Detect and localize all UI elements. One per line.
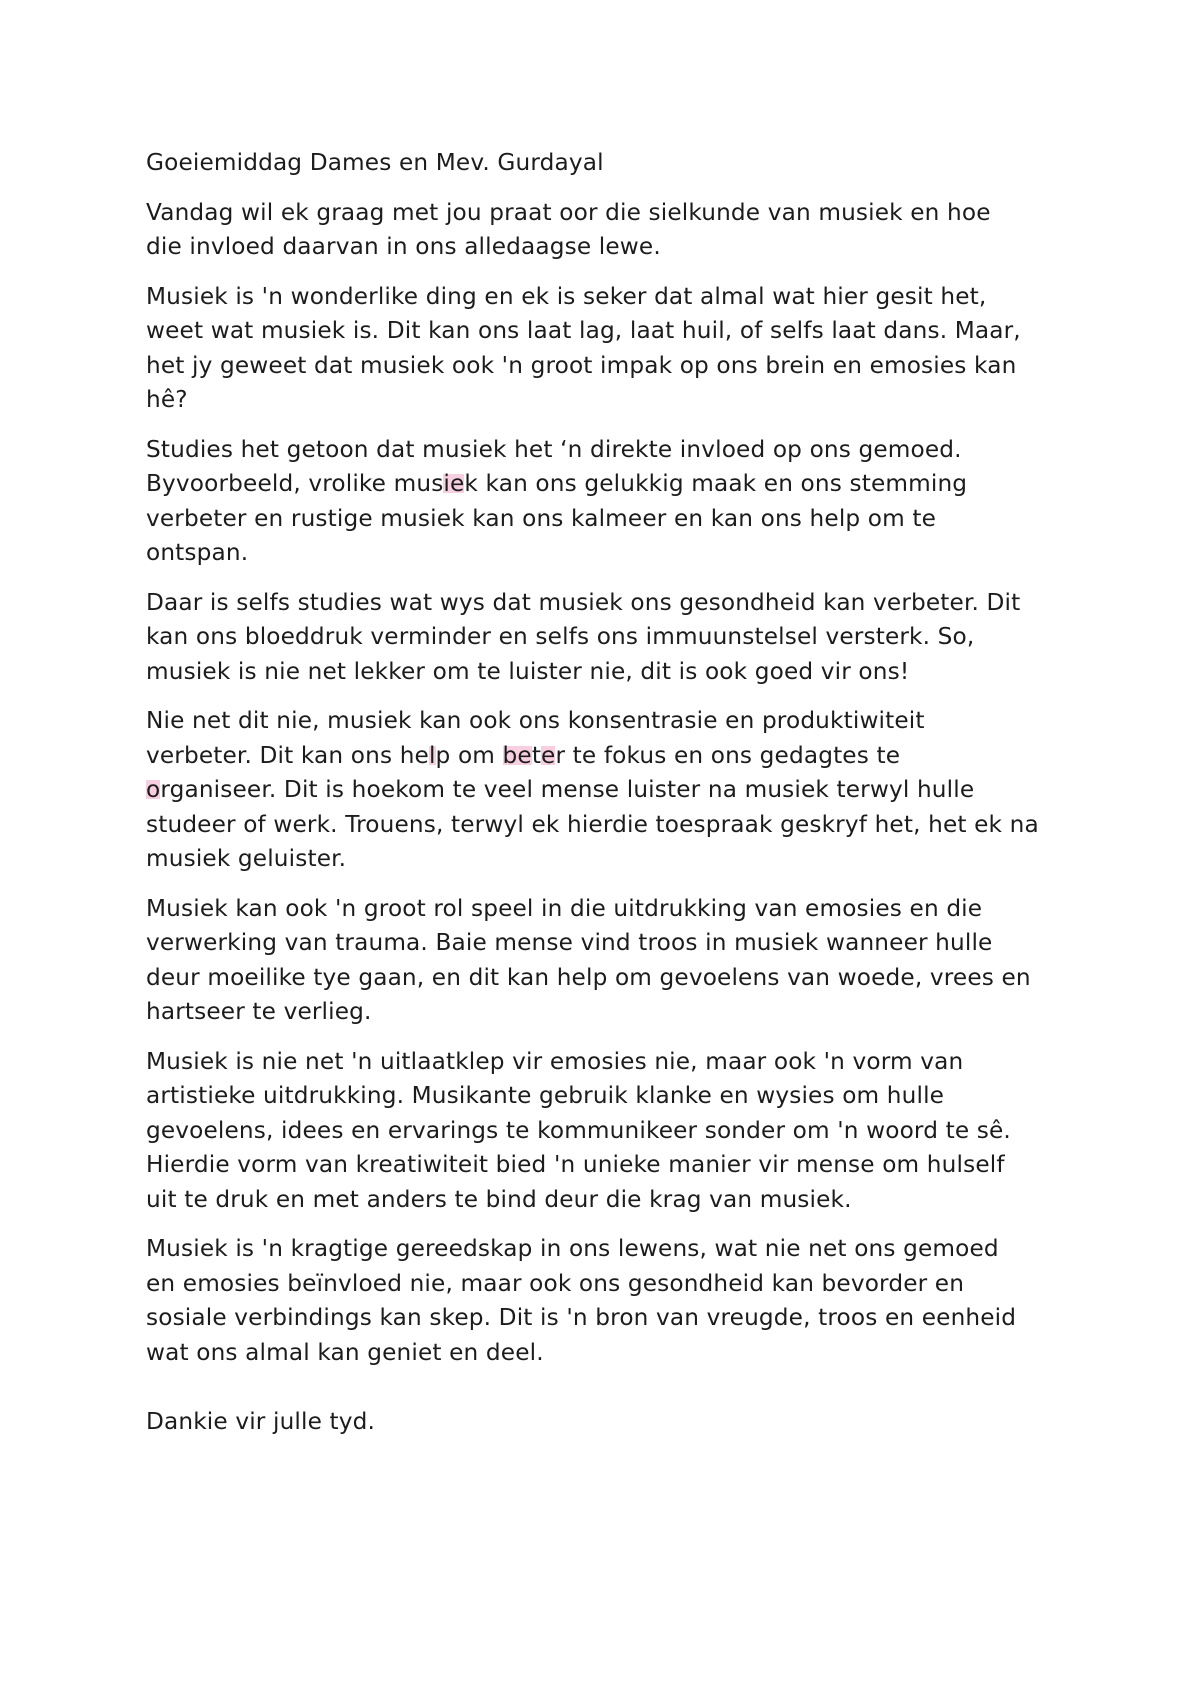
paragraph-emotions-trauma: Musiek kan ook 'n groot rol speel in die uitdrukking van emosies en die verwerking van trauma. Baie mense vind troos in musiek wanneer hulle deur moeilike tye gaan, en dit kan help om gevoelens van woede, vrees en hartseer te verlieg.	[146, 894, 1031, 1025]
paragraph-concentration: Nie net dit nie, musiek kan ook ons konsentrasie en produktiwiteit verbeter. Dit kan ons help om beter te fokus en ons gedagtes te organiseer. Dit is hoekom te veel mense luister na musiek terwyl hulle studeer of werk. Trouens, terwyl ek hierdie toespraak geskryf het, het ek na musiek geluister.	[146, 707, 1039, 872]
closing-line: Dankie vir julle tyd.	[146, 1408, 376, 1435]
paragraph-wonderful-thing: Musiek is 'n wonderlike ding en ek is seker dat almal wat hier gesit het, weet wat musiek is. Dit kan ons laat lag, laat huil, of selfs laat dans. Maar, het jy geweet dat musiek ook 'n groot impak op ons brein en emosies kan hê?	[146, 282, 1021, 413]
greeting: Goeiemiddag Dames en Mev. Gurdayal	[146, 149, 604, 176]
paragraph-mood-studies: Studies het getoon dat musiek het ‘n direkte invloed op ons gemoed. Byvoorbeeld, vrolike musiek kan ons gelukkig maak en ons stemming verbeter en rustige musiek kan ons kalmeer en kan ons help om te ontspan.	[146, 435, 968, 566]
paragraph-artistic-expression: Musiek is nie net 'n uitlaatklep vir emosies nie, maar ook 'n vorm van artistieke uitdrukking. Musikante gebruik klanke en wysies om hulle gevoelens, idees en ervarings te kommunikeer sonder om 'n woord te sê. Hierdie vorm van kreatiwiteit bied 'n unieke manier vir mense om hulself uit te druk en met anders te bind deur die krag van musiek.	[146, 1047, 1011, 1213]
paragraph-intro: Vandag wil ek graag met jou praat oor die sielkunde van musiek en hoe die invloed daarvan in ons alledaagse lewe.	[146, 198, 991, 260]
paragraph-conclusion: Musiek is 'n kragtige gereedskap in ons lewens, wat nie net ons gemoed en emosies beïnvloed nie, maar ook ons gesondheid kan bevorder en sosiale verbindings kan skep. Dit is 'n bron van vreugde, troos en eenheid wat ons almal kan geniet en deel.	[146, 1235, 1017, 1366]
paragraph-health: Daar is selfs studies wat wys dat musiek ons gesondheid kan verbeter. Dit kan ons bloeddruk verminder en selfs ons immuunstelsel versterk. So, musiek is nie net lekker om te luister nie, dit is ook goed vir ons!	[146, 588, 1021, 685]
document-body	[146, 146, 1076, 1455]
